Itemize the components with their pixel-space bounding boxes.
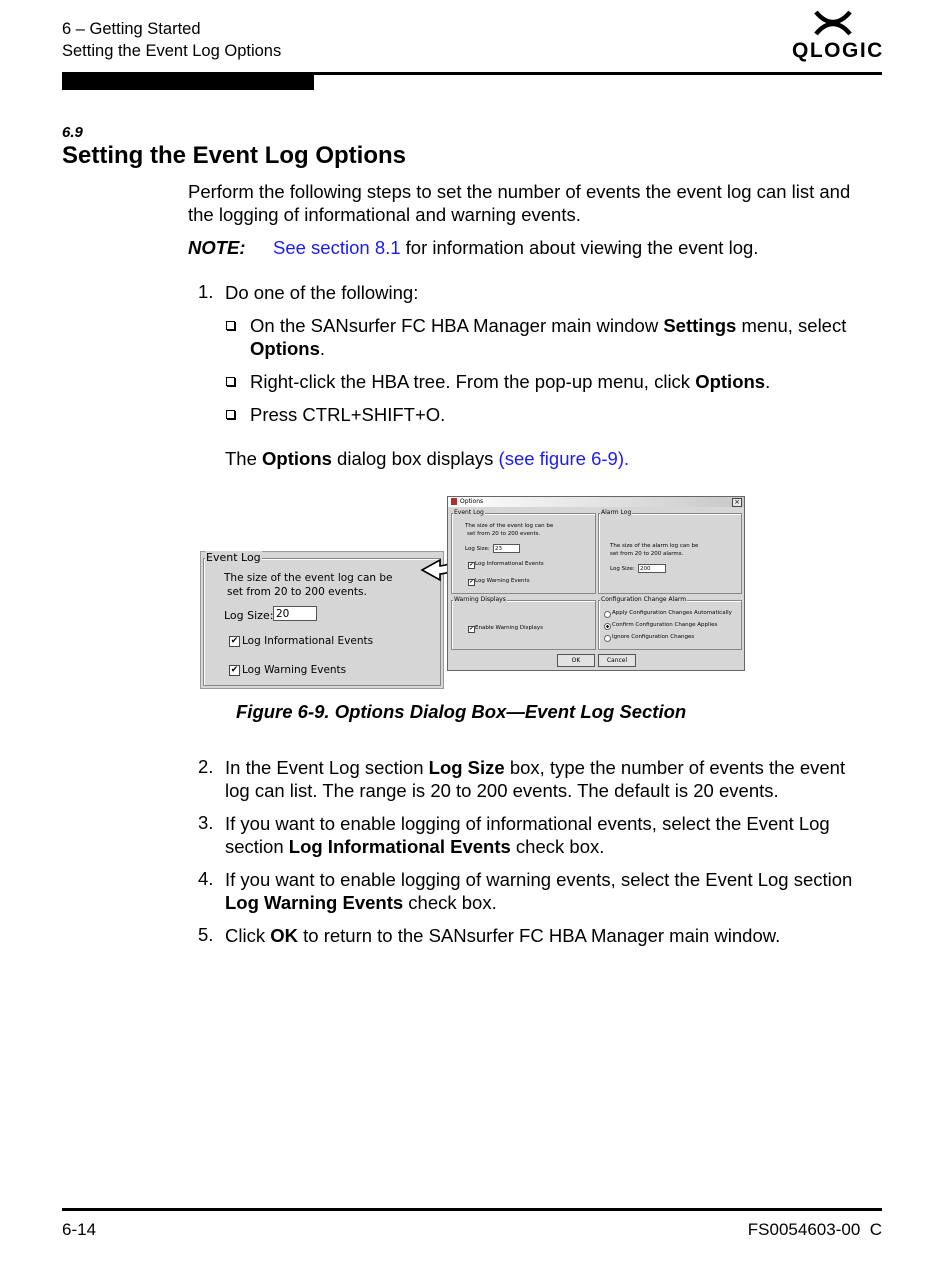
step-3-text-c: Log Informational Events bbox=[288, 836, 511, 857]
step-4-line-1: If you want to enable logging of warning events, select the Event Log section bbox=[225, 869, 853, 890]
alarm-log-desc-1: The size of the alarm log can be bbox=[610, 543, 699, 549]
qlogic-logo bbox=[786, 8, 884, 66]
step-3-text-b: section bbox=[225, 836, 289, 857]
bullet-icon bbox=[226, 377, 235, 386]
bullet-2-text-c: . bbox=[765, 371, 771, 392]
radio-apply[interactable] bbox=[604, 611, 611, 618]
step-4-text-b: Log Warning Events bbox=[225, 892, 404, 913]
zoomed-warn-checkbox[interactable]: ✔ bbox=[230, 665, 239, 675]
radio-confirm[interactable] bbox=[604, 623, 611, 630]
step-2-line-2: log can list. The range is 20 to 200 events. The default is 20 events. bbox=[225, 780, 779, 801]
footer-doc-number: FS0054603-00 C bbox=[747, 1220, 882, 1239]
warning-displays-title: Warning Displays bbox=[454, 596, 506, 603]
step-1-text: Do one of the following: bbox=[225, 282, 419, 303]
note-link[interactable]: See section 8.1 bbox=[273, 237, 401, 258]
logo-text: QLOGIC bbox=[792, 39, 884, 62]
after-text-c: dialog box displays bbox=[331, 448, 499, 469]
zoomed-info-checkbox[interactable]: ✔ bbox=[230, 636, 239, 646]
step-4-text-c: check box. bbox=[403, 892, 497, 913]
note-text bbox=[273, 236, 758, 259]
footer-page-number: 6-14 bbox=[62, 1220, 97, 1239]
step-5-line bbox=[225, 924, 780, 947]
step-2-text-c: box, type the number of events the event bbox=[504, 757, 846, 778]
event-log-desc-1: The size of the event log can be bbox=[465, 523, 554, 529]
radio-confirm-label: Confirm Configuration Change Applies bbox=[612, 622, 718, 628]
header-chapter: 6 – Getting Started bbox=[62, 20, 201, 38]
event-log-size-input[interactable]: 23 bbox=[493, 544, 520, 553]
step-1-after bbox=[225, 447, 629, 470]
event-log-title: Event Log bbox=[454, 509, 484, 516]
figure-caption: Figure 6-9. Options Dialog Box—Event Log Section bbox=[236, 701, 687, 722]
bullet-2-text-b: Options bbox=[695, 371, 766, 392]
dialog-app-icon bbox=[451, 498, 457, 505]
step-2-number: 2. bbox=[198, 756, 214, 777]
step-5-text-a: Click bbox=[225, 925, 271, 946]
event-log-size-label: Log Size: bbox=[465, 546, 490, 552]
zoomed-log-size-label: Log Size: bbox=[224, 609, 274, 622]
radio-apply-label: Apply Configuration Changes Automatically bbox=[612, 610, 732, 616]
dialog-titlebar bbox=[448, 497, 744, 507]
step-4-number: 4. bbox=[198, 868, 214, 889]
alarm-log-title: Alarm Log bbox=[601, 509, 632, 516]
zoomed-event-log-title: Event Log bbox=[206, 551, 261, 564]
alarm-log-size-input[interactable]: 200 bbox=[638, 564, 666, 573]
ok-button[interactable]: OK bbox=[557, 654, 595, 667]
bullet-icon bbox=[226, 321, 235, 330]
dialog-title: Options bbox=[460, 498, 484, 505]
intro-line-2: the logging of informational and warning events. bbox=[188, 204, 581, 225]
cancel-button[interactable]: Cancel bbox=[598, 654, 636, 667]
after-text-a: The bbox=[225, 448, 263, 469]
step-3-line-1: If you want to enable logging of informational events, select the Event Log bbox=[225, 813, 830, 834]
bullet-1-text-a: On the SANsurfer FC HBA Manager main window bbox=[250, 315, 664, 336]
event-log-info-label: Log Informational Events bbox=[475, 561, 544, 567]
dialog-close-icon[interactable]: × bbox=[732, 498, 742, 507]
zoomed-info-label: Log Informational Events bbox=[242, 635, 374, 647]
zoomed-event-log-panel bbox=[200, 551, 444, 689]
bullet-3-text: Press CTRL+SHIFT+O. bbox=[250, 404, 446, 425]
bullet-1-text-b: Settings bbox=[663, 315, 737, 336]
zoomed-desc-2: set from 20 to 200 events. bbox=[227, 586, 367, 598]
enable-warning-checkbox[interactable]: ✔ bbox=[469, 626, 474, 632]
section-number: 6.9 bbox=[62, 124, 83, 141]
event-log-desc-2: set from 20 to 200 events. bbox=[467, 531, 541, 537]
step-3-line-2 bbox=[225, 835, 604, 858]
alarm-log-size-label: Log Size: bbox=[610, 566, 635, 572]
step-5-text-b: OK bbox=[270, 925, 298, 946]
step-2-text-a: In the Event Log section bbox=[225, 757, 429, 778]
radio-ignore[interactable] bbox=[604, 635, 611, 642]
header-section: Setting the Event Log Options bbox=[62, 42, 282, 60]
step-5-number: 5. bbox=[198, 924, 214, 945]
bullet-icon bbox=[226, 410, 235, 419]
bullet-1-text-c: menu, select bbox=[736, 315, 847, 336]
step-4-line-2 bbox=[225, 891, 497, 914]
note-body: for information about viewing the event log. bbox=[400, 237, 759, 258]
enable-warning-label: Enable Warning Displays bbox=[475, 625, 543, 631]
bullet-1-line-1 bbox=[250, 314, 846, 337]
after-text-b: Options bbox=[262, 448, 332, 469]
section-title: Setting the Event Log Options bbox=[62, 142, 406, 169]
zoomed-warn-label: Log Warning Events bbox=[242, 664, 347, 676]
zoomed-log-size-input[interactable]: 20 bbox=[273, 606, 317, 621]
radio-ignore-label: Ignore Configuration Changes bbox=[612, 634, 695, 640]
config-alarm-title: Configuration Change Alarm bbox=[601, 596, 687, 603]
figure-link[interactable]: (see figure 6-9) bbox=[498, 448, 624, 469]
bullet-1-line-2 bbox=[250, 337, 325, 360]
bullet-2-text-a: Right-click the HBA tree. From the pop-up menu, click bbox=[250, 371, 696, 392]
event-log-info-checkbox[interactable]: ✔ bbox=[469, 562, 474, 568]
step-1-number: 1. bbox=[198, 281, 214, 302]
options-dialog bbox=[447, 496, 745, 671]
zoomed-desc-1: The size of the event log can be bbox=[224, 572, 393, 584]
step-5-text-c: to return to the SANsurfer FC HBA Manager main window. bbox=[297, 925, 781, 946]
bullet-2-text bbox=[250, 370, 770, 393]
step-2-text-b: Log Size bbox=[428, 757, 505, 778]
header-tab-bar bbox=[62, 75, 314, 90]
step-3-number: 3. bbox=[198, 812, 214, 833]
intro-line-1: Perform the following steps to set the number of events the event log can list and bbox=[188, 181, 851, 202]
alarm-log-desc-2: set from 20 to 200 alarms. bbox=[610, 551, 684, 557]
bullet-1-text-d: Options bbox=[250, 338, 320, 359]
step-3-text-d: check box. bbox=[510, 836, 605, 857]
step-2-line-1 bbox=[225, 756, 845, 779]
qlogic-mark-icon bbox=[786, 8, 880, 38]
footer-rule bbox=[62, 1208, 882, 1211]
event-log-warn-checkbox[interactable]: ✔ bbox=[469, 579, 474, 585]
event-log-warn-label: Log Warning Events bbox=[475, 578, 530, 584]
bullet-1-text-e: . bbox=[319, 338, 326, 359]
after-text-d: . bbox=[623, 448, 630, 469]
note-label: NOTE: bbox=[188, 237, 246, 258]
